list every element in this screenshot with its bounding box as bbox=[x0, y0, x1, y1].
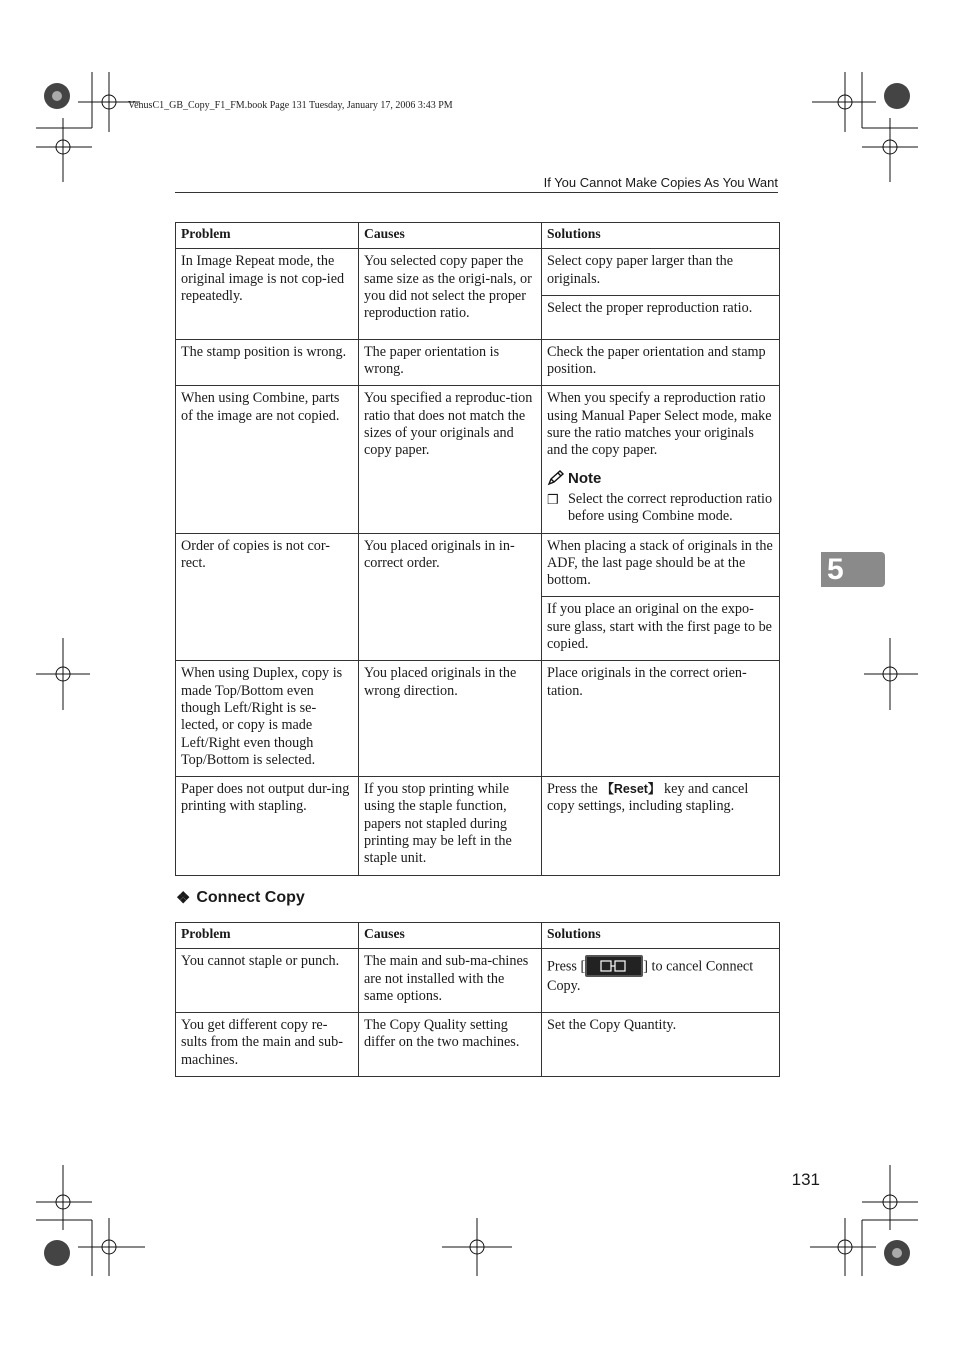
table-row bbox=[176, 1013, 780, 1077]
diamond-bullet-icon: ❖ bbox=[176, 890, 191, 907]
solution-cell: Select copy paper larger than the originals. bbox=[542, 249, 780, 296]
header-causes: Causes bbox=[359, 923, 542, 949]
pencil-note-icon bbox=[547, 470, 565, 486]
table-row bbox=[176, 386, 780, 533]
table-row bbox=[176, 777, 780, 875]
problem-cell: When using Combine, parts of the image are not copied. bbox=[176, 386, 359, 533]
header-causes: Causes bbox=[359, 223, 542, 249]
reset-key-label: 【Reset】 bbox=[601, 782, 661, 797]
causes-cell: You placed originals in in-correct order. bbox=[359, 533, 542, 661]
solution-cell bbox=[542, 949, 780, 1013]
problem-cell: You get different copy re-sults from the main and sub-machines. bbox=[176, 1013, 359, 1077]
checkbox-bullet-icon: ❒ bbox=[547, 491, 559, 507]
table-row bbox=[176, 949, 780, 1013]
page-number: 131 bbox=[791, 1170, 820, 1189]
table-row bbox=[176, 661, 780, 777]
header-rule bbox=[175, 192, 778, 193]
solution-text-post: key and cancel copy settings, including stapling. bbox=[547, 781, 749, 815]
causes-cell: You placed originals in the wrong direction. bbox=[359, 661, 542, 777]
note-heading bbox=[547, 470, 774, 487]
solution-text: When you specify a reproduction ratio using Manual Paper Select mode, make sure the ratio matches your originals and the copy paper. bbox=[547, 390, 772, 459]
solution-cell: Place originals in the correct orien-tation. bbox=[542, 661, 780, 777]
section-title: Connect Copy bbox=[196, 889, 305, 906]
running-header: If You Cannot Make Copies As You Want bbox=[543, 175, 778, 190]
problem-cell: Paper does not output dur-ing printing with stapling. bbox=[176, 777, 359, 875]
header-solutions: Solutions bbox=[542, 923, 780, 949]
table-header-row bbox=[176, 923, 780, 949]
problem-cell: When using Duplex, copy is made Top/Bottom even though Left/Right is se-lected, or copy is made Left/Right even though Top/Bottom is selected. bbox=[176, 661, 359, 777]
header-solutions: Solutions bbox=[542, 223, 780, 249]
header-problem: Problem bbox=[176, 923, 359, 949]
table-row bbox=[176, 249, 780, 296]
note-item bbox=[547, 491, 774, 526]
table-row bbox=[176, 533, 780, 597]
problem-cell: Order of copies is not cor-rect. bbox=[176, 533, 359, 661]
note-label: Note bbox=[568, 469, 602, 487]
connect-copy-key-icon bbox=[585, 955, 643, 977]
note-text: Select the correct reproduction ratio before using Combine mode. bbox=[568, 490, 773, 525]
problem-cell: In Image Repeat mode, the original image is not cop-ied repeatedly. bbox=[176, 249, 359, 340]
causes-cell: You specified a reproduc-tion ratio that does not match the sizes of your originals and copy paper. bbox=[359, 386, 542, 533]
solution-cell bbox=[542, 777, 780, 875]
table-row bbox=[176, 339, 780, 386]
solution-text-pre: Press [ bbox=[547, 958, 586, 975]
solution-cell: When placing a stack of originals in the ADF, the last page should be at the bottom. bbox=[542, 533, 780, 597]
section-heading bbox=[176, 888, 305, 908]
solution-text-pre: Press the bbox=[547, 781, 602, 798]
solution-cell: Check the paper orientation and stamp position. bbox=[542, 339, 780, 386]
causes-cell: If you stop printing while using the staple function, papers not stapled during printing may be left in the staple unit. bbox=[359, 777, 542, 875]
troubleshooting-table bbox=[175, 222, 780, 876]
header-problem: Problem bbox=[176, 223, 359, 249]
solution-cell bbox=[542, 386, 780, 533]
connect-copy-table bbox=[175, 922, 780, 1077]
solution-cell: Select the proper reproduction ratio. bbox=[542, 295, 780, 339]
table-header-row bbox=[176, 223, 780, 249]
causes-cell: The paper orientation is wrong. bbox=[359, 339, 542, 386]
chapter-tab: 5 bbox=[821, 552, 885, 587]
solution-cell: If you place an original on the expo-sure glass, start with the first page to be copied. bbox=[542, 597, 780, 661]
problem-cell: You cannot staple or punch. bbox=[176, 949, 359, 1013]
causes-cell: The Copy Quality setting differ on the two machines. bbox=[359, 1013, 542, 1077]
causes-cell: You selected copy paper the same size as the origi-nals, or you did not select the proper reproduction ratio. bbox=[359, 249, 542, 340]
causes-cell: The main and sub-ma-chines are not installed with the same options. bbox=[359, 949, 542, 1013]
problem-cell: The stamp position is wrong. bbox=[176, 339, 359, 386]
printer-info-line: VenusC1_GB_Copy_F1_FM.book Page 131 Tuesday, January 17, 2006 3:43 PM bbox=[128, 100, 453, 111]
solution-text-post: ] to cancel Connect Copy. bbox=[547, 958, 754, 995]
solution-cell: Set the Copy Quantity. bbox=[542, 1013, 780, 1077]
